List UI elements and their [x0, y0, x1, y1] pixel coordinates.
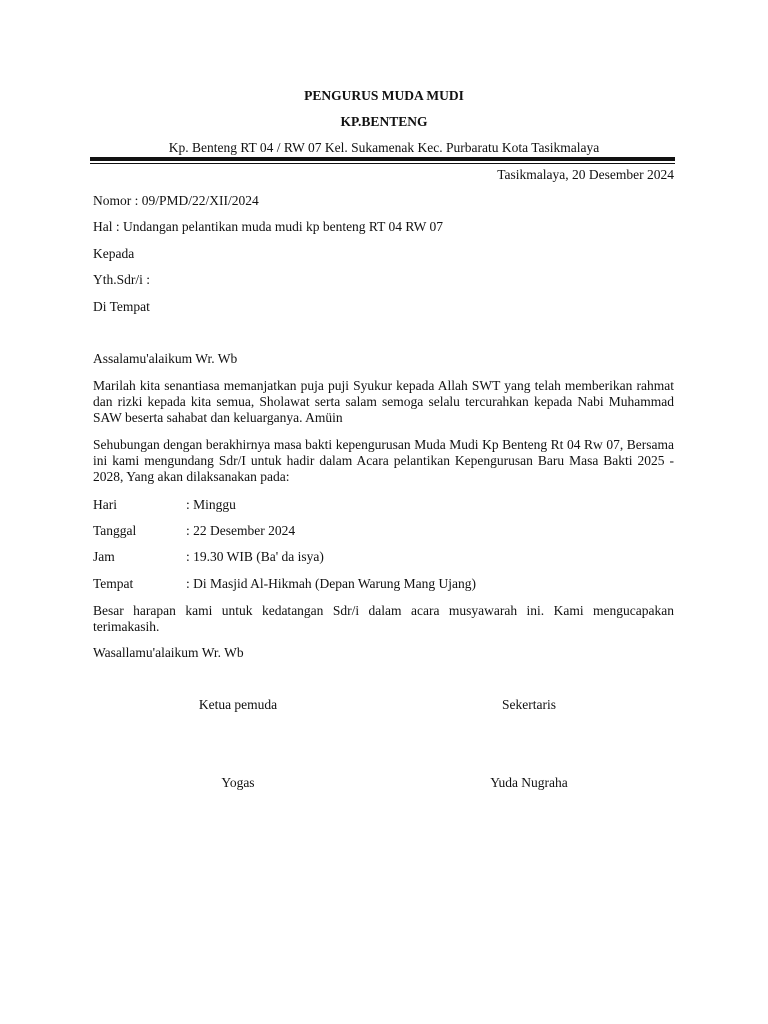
paragraph-invitation: Sehubungan dengan berakhirnya masa bakti kepengurusan Muda Mudi Kp Benteng Rt 04 Rw 07, Bersama ini kami mengundang Sdr/I untuk hadir dalam Acara pelantikan Kepengurusan Baru Masa Bakti 2025 - 2028, Yang akan dilaksanakan pada: [93, 437, 674, 484]
org-name: PENGURUS MUDA MUDI [304, 88, 464, 103]
detail-label-day: Hari [93, 497, 117, 512]
detail-label-date: Tanggal [93, 523, 137, 538]
detail-value-date: : 22 Desember 2024 [186, 523, 296, 538]
detail-label-place: Tempat [93, 576, 134, 591]
signature-left-title: Ketua pemuda [198, 697, 278, 712]
paragraph-opening: Marilah kita senantiasa memanjatkan puja puji Syukur kepada Allah SWT yang telah memberikan rahmat dan rizki kepada kita semua, Sholawat serta salam semoga selalu tercurahkan kepada Nabi Muhammad SAW beserta sahabat dan keluarganya. Amüin [93, 378, 674, 425]
header-thin-rule [90, 163, 675, 164]
closing-paragraph: Besar harapan kami untuk kedatangan Sdr/i dalam acara musyawarah ini. Kami mengucapakan terimakasih. [93, 603, 674, 634]
detail-value-day: : Minggu [186, 497, 236, 512]
closing-greeting: Wasallamu'alaikum Wr. Wb [93, 645, 244, 660]
org-location: KP.BENTENG [340, 114, 428, 129]
signature-right-title: Sekertaris [502, 697, 556, 712]
detail-value-place: : Di Masjid Al-Hikmah (Depan Warung Mang Ujang) [186, 576, 476, 591]
recipient-location: Di Tempat [93, 299, 150, 314]
opening-greeting: Assalamu'alaikum Wr. Wb [93, 351, 238, 366]
letter-number: Nomor : 09/PMD/22/XII/2024 [93, 193, 259, 208]
detail-value-time: : 19.30 WIB (Ba' da isya) [186, 549, 324, 564]
signature-right-name: Yuda Nugraha [490, 775, 568, 790]
signature-left-name: Yogas [221, 775, 255, 790]
header-thick-rule [90, 157, 675, 161]
letter-subject: Hal : Undangan pelantikan muda mudi kp benteng RT 04 RW 07 [93, 219, 444, 234]
org-address: Kp. Benteng RT 04 / RW 07 Kel. Sukamenak Kec. Purbaratu Kota Tasikmalaya [168, 140, 600, 155]
detail-label-time: Jam [93, 549, 115, 564]
place-date: Tasikmalaya, 20 Desember 2024 [497, 167, 674, 182]
recipient-label: Yth.Sdr/i : [93, 272, 151, 287]
addressee-label: Kepada [93, 246, 135, 261]
